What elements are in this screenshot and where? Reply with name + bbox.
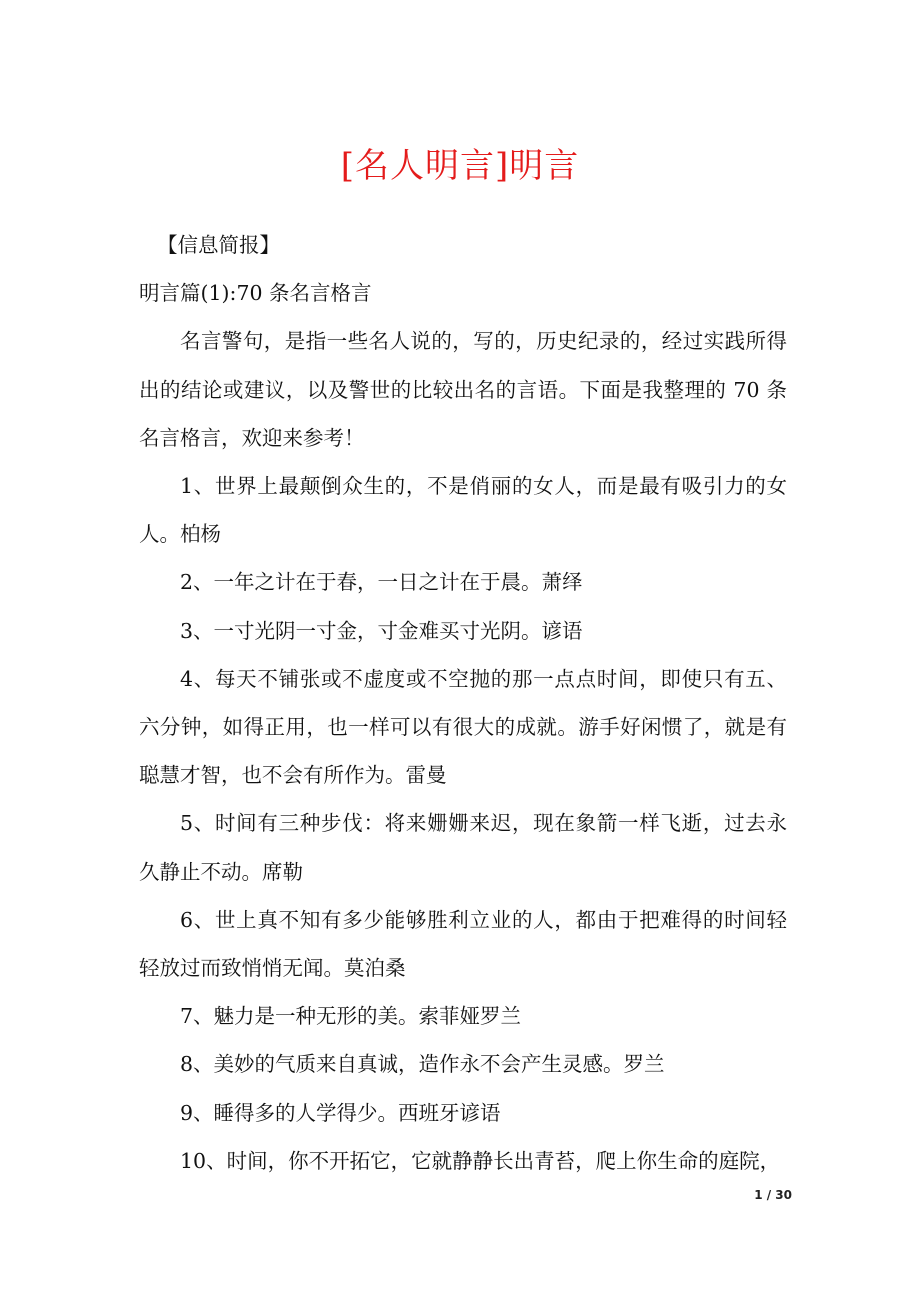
intro-paragraph: 名言警句，是指一些名人说的，写的，历史纪录的，经过实践所得出的结论或建议，以及警世的比较出名的言语。下面是我整理的 70 条名言格言，欢迎来参考！ [139,329,787,450]
page-number: 1 / 30 [754,1188,792,1202]
quote-item-4: 4、每天不铺张或不虚度或不空抛的那一点点时间，即使只有五、六分钟，如得正用，也一样可以有很大的成就。游手好闲惯了，就是有聪慧才智，也不会有所作为。雷曼 [139,666,787,788]
quote-item-6: 6、世上真不知有多少能够胜利立业的人，都由于把难得的时间轻轻放过而致悄悄无闻。莫泊桑 [139,907,787,981]
document-title: [名人明言]明言 [340,146,580,186]
section-label: 【信息简报】 [157,233,280,257]
document-body [139,221,787,1185]
quote-item-3: 3、一寸光阴一寸金，寸金难买寸光阴。谚语 [180,618,583,643]
quote-item-10: 10、时间，你不开拓它，它就静静长出青苔，爬上你生命的庭院， [180,1148,781,1173]
quote-item-2: 2、一年之计在于春，一日之计在于晨。萧绎 [180,570,583,595]
quote-item-9: 9、睡得多的人学得少。西班牙谚语 [180,1100,501,1125]
quote-item-5: 5、时间有三种步伐：将来姗姗来迟，现在象箭一样飞逝，过去永久静止不动。席勒 [139,811,787,884]
quote-item-7: 7、魅力是一种无形的美。索菲娅罗兰 [180,1004,522,1029]
quote-item-8: 8、美妙的气质来自真诚，造作永不会产生灵感。罗兰 [180,1052,665,1077]
quote-item-1: 1、世界上最颠倒众生的，不是俏丽的女人，而是最有吸引力的女人。柏杨 [139,474,787,547]
subtitle: 明言篇(1):70 条名言格言 [139,281,372,306]
